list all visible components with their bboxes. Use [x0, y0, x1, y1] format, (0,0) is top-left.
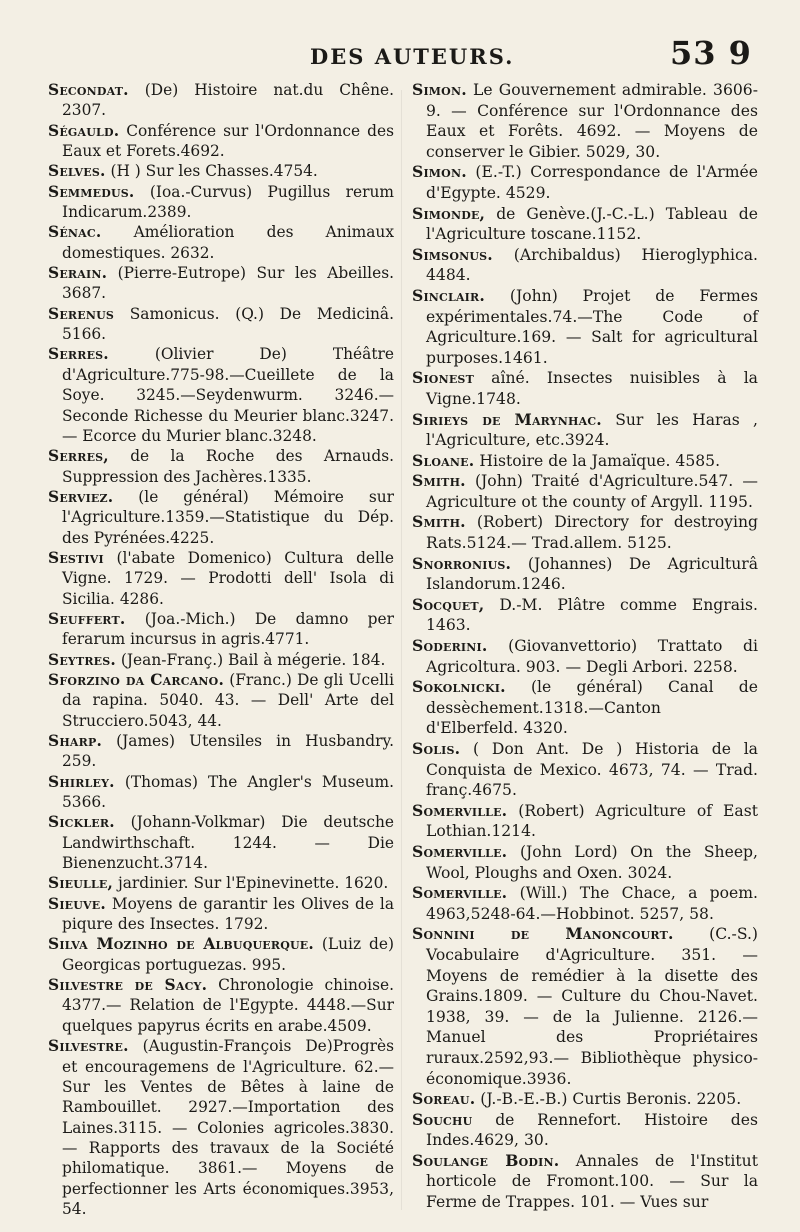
- author-name: Socquet,: [412, 594, 485, 614]
- index-entry: [412, 554, 758, 595]
- index-entry: [48, 548, 394, 609]
- author-name: Sieuve.: [48, 894, 106, 913]
- author-name: Serres,: [48, 447, 109, 466]
- index-entry: [412, 512, 758, 553]
- index-entry: [412, 801, 758, 842]
- entry-text: Samonicus. (Q.) De Medicinâ. 5166.: [62, 304, 394, 344]
- author-name: Sickler.: [48, 813, 115, 832]
- author-name: Selves.: [48, 162, 106, 181]
- author-name: Sokolnicki.: [412, 677, 506, 697]
- index-entry: [412, 739, 758, 801]
- entry-text: de Genève.(J.-C.-L.) Tableau de l'Agriculture toscane.1152.: [426, 204, 758, 244]
- author-name: Simonde,: [412, 203, 486, 223]
- entry-text: (Olivier De) Théâtre d'Agriculture.775-98.—Cueillete de la Soye. 3245.—Seydenwurm. 3246.—Seconde Richesse du Meurier blanc.3247.— Ecorce du Murier blanc.3248.: [62, 345, 394, 445]
- index-entry: [412, 883, 758, 924]
- entry-text: Histoire de la Jamaïque. 4585.: [479, 451, 721, 470]
- author-name: Sloane.: [412, 450, 475, 470]
- author-name: Solis.: [412, 739, 461, 758]
- author-name: Serenus: [48, 304, 115, 323]
- author-name: Sénac.: [48, 223, 102, 242]
- index-entry: [48, 182, 394, 223]
- entry-text: Le Gouvernement admirable. 3606-9. — Conférence sur l'Ordonnance des Eaux et Forêts. 4692. — Moyens de conserver le Gibier. 5029, 30.: [426, 81, 758, 161]
- author-name: Serres.: [48, 345, 109, 364]
- entry-text: (Joa.-Mich.) De damno per ferarum incursus in agris.4771.: [62, 609, 394, 649]
- index-entry: [48, 304, 394, 345]
- index-entry: [412, 1110, 758, 1151]
- left-column: [48, 80, 394, 1219]
- page-title: DES AUTEURS.: [310, 44, 515, 69]
- index-entry: [48, 772, 394, 813]
- index-entry: [412, 636, 758, 677]
- running-header: [0, 30, 800, 78]
- index-entry: [412, 368, 758, 409]
- author-name: Silvestre de Sacy.: [48, 976, 208, 995]
- entry-text: (James) Utensiles in Husbandry. 259.: [62, 732, 394, 771]
- entry-text: (John) Projet de Fermes expérimentales.74.—The Code of Agriculture.169. — Salt for agricultural purposes.1461.: [426, 286, 758, 367]
- author-name: Serain.: [48, 264, 108, 283]
- index-entry: [412, 162, 758, 203]
- entry-text: (le général) Mémoire sur l'Agriculture.1359.—Statistique du Dép. des Pyrénées.4225.: [62, 487, 394, 547]
- author-name: Soderini.: [412, 636, 488, 656]
- index-entry: [48, 609, 394, 650]
- entry-text: (Robert) Directory for destroying Rats.5124.— Trad.allem. 5125.: [426, 513, 758, 553]
- entry-text: (Luiz de) Georgicas portuguezas. 995.: [62, 935, 394, 974]
- index-entry: [412, 204, 758, 245]
- author-name: Somerville.: [412, 841, 508, 861]
- index-entry: [48, 975, 394, 1036]
- entry-text: (Pierre-Eutrope) Sur les Abeilles. 3687.: [62, 264, 394, 303]
- author-name: Shirley.: [48, 772, 115, 791]
- index-entry: [48, 812, 394, 873]
- entry-text: (C.-S.) Vocabulaire d'Agriculture. 351. — Moyens de remédier à la disette des Grains.1809. — Culture du Chou-Navet. 1938, 39. — de la Julienne. 2126.— Manuel des Propriétaires ruraux.2592,93.— Bibliothèque physico-économique.3936.: [426, 925, 758, 1088]
- entry-text: (Robert) Agriculture of East Lothian.1214.: [426, 801, 758, 841]
- index-entry: [412, 451, 758, 472]
- author-name: Ségauld.: [48, 121, 120, 140]
- index-entry: [48, 670, 394, 731]
- index-entry: [48, 934, 394, 975]
- entry-text: (l'abate Domenico) Cultura delle Vigne. 1729. — Prodotti dell' Isola di Sicilia. 4286.: [62, 548, 394, 608]
- index-entry: [48, 873, 394, 893]
- index-entry: [48, 263, 394, 304]
- index-entry: [412, 595, 758, 636]
- author-name: Seytres.: [48, 650, 116, 669]
- entry-text: jardinier. Sur l'Epinevinette. 1620.: [117, 874, 389, 893]
- index-entry: [412, 1151, 758, 1213]
- entry-text: Conférence sur l'Ordonnance des Eaux et Forets.4692.: [62, 121, 394, 161]
- index-entry: [412, 245, 758, 286]
- author-name: Secondat.: [48, 81, 129, 99]
- index-entry: [48, 222, 394, 263]
- author-name: Smith.: [412, 471, 466, 491]
- index-entry: [48, 446, 394, 487]
- entry-text: (le général) Canal de dessèchement.1318.—Canton d'Elberfeld. 4320.: [426, 678, 758, 738]
- entry-text: (Jean-Franç.) Bail à mégerie. 184.: [120, 650, 386, 669]
- index-entry: [412, 677, 758, 739]
- entry-text: (Johann-Volkmar) Die deutsche Landwirthschaft. 1244. — Die Bienenzucht.3714.: [62, 813, 394, 873]
- author-name: Semmedus.: [48, 182, 135, 201]
- entry-text: (Augustin-François De)Progrès et encouragemens de l'Agriculture. 62.—Sur les Ventes de Bêtes à laine de Rambouillet. 2927.—Importation des Laines.3115. — Colonies agricoles.3830.— Rapports des travaux de la Société philomatique. 3861.— Moyens de perfectionner les Arts économiques.3953, 54.: [62, 1037, 394, 1218]
- entry-text: (H ) Sur les Chasses.4754.: [110, 162, 318, 181]
- author-name: Sirieys de Marynhac.: [412, 409, 602, 429]
- entry-text: de la Roche des Arnauds. Suppression des Jachères.1335.: [62, 447, 394, 486]
- author-name: Soreau.: [412, 1089, 476, 1109]
- author-name: Snorronius.: [412, 553, 512, 573]
- entry-text: Amélioration des Animaux domestiques. 2632.: [62, 223, 394, 262]
- author-name: Sieulle,: [48, 874, 114, 893]
- author-name: Sonnini de Manoncourt.: [412, 924, 674, 944]
- index-entry: [412, 410, 758, 451]
- author-name: Somerville.: [412, 800, 508, 820]
- author-name: Sharp.: [48, 732, 103, 750]
- entry-text: (Franc.) De gli Ucelli da rapina. 5040. 43. — Dell' Arte del Strucciero.5043, 44.: [62, 670, 394, 730]
- index-entry: [48, 1036, 394, 1219]
- entry-text: Annales de l'Institut horticole de Fromont.100. — Sur la Ferme de Trappes. 101. — Vues sur: [426, 1151, 758, 1212]
- entry-text: (E.-T.) Correspondance de l'Armée d'Egypte. 4529.: [426, 163, 758, 202]
- entry-text: de Rennefort. Histoire des Indes.4629, 30.: [426, 1110, 758, 1150]
- entry-text: Sur les Haras , l'Agriculture, etc.3924.: [426, 410, 758, 450]
- column-gutter: [401, 90, 402, 1210]
- entry-text: (De) Histoire nat.du Chêne. 2307.: [62, 81, 394, 120]
- author-name: Simon.: [412, 162, 467, 182]
- entry-text: (Giovanvettorio) Trattato di Agricoltura. 903. — Degli Arbori. 2258.: [426, 637, 758, 676]
- author-name: Sionest: [412, 368, 474, 388]
- author-name: Seuffert.: [48, 609, 126, 628]
- index-entry: [48, 121, 394, 162]
- author-name: Sestivi: [48, 548, 104, 567]
- entry-text: Chronologie chinoise. 4377.— Relation de l'Egypte. 4448.—Sur quelques papyrus écrits en arabe.4509.: [62, 976, 394, 1035]
- right-column: [412, 80, 758, 1213]
- index-entry: [412, 842, 758, 883]
- author-name: Silvestre.: [48, 1037, 129, 1056]
- index-entry: [48, 80, 394, 121]
- entry-text: (Thomas) The Angler's Museum. 5366.: [62, 772, 394, 812]
- entry-text: aîné. Insectes nuisibles à la Vigne.1748.: [426, 369, 758, 408]
- author-name: Sforzino da Carcano.: [48, 670, 225, 689]
- index-entry: [412, 1089, 758, 1110]
- index-entry: [412, 286, 758, 368]
- author-name: Souchu: [412, 1109, 473, 1129]
- index-entry: [48, 487, 394, 548]
- index-entry: [412, 924, 758, 1089]
- author-name: Serviez.: [48, 487, 114, 506]
- entry-text: (Johannes) De Agriculturâ Islandorum.1246.: [426, 554, 758, 594]
- author-name: Somerville.: [412, 883, 508, 903]
- entry-text: (Ioa.-Curvus) Pugillus rerum Indicarum.2389.: [62, 182, 394, 222]
- index-entry: [48, 650, 394, 670]
- entry-text: (Archibaldus) Hieroglyphica. 4484.: [426, 245, 758, 285]
- index-entry: [48, 731, 394, 772]
- author-name: Smith.: [412, 512, 466, 532]
- author-name: Sinclair.: [412, 285, 486, 305]
- entry-text: (John Lord) On the Sheep, Wool, Ploughs and Oxen. 3024.: [426, 842, 758, 882]
- entry-text: ( Don Ant. De ) Historia de la Conquista de Mexico. 4673, 74. — Trad. franç.4675.: [426, 740, 758, 800]
- author-name: Simon.: [412, 80, 467, 99]
- entry-text: D.-M. Plâtre comme Engrais. 1463.: [426, 595, 758, 635]
- entry-text: (J.-B.-E.-B.) Curtis Beronis. 2205.: [480, 1090, 742, 1109]
- entry-text: (Will.) The Chace, a poem. 4963,5248-64.—Hobbinot. 5257, 58.: [426, 884, 758, 923]
- index-entry: [48, 894, 394, 935]
- author-name: Soulange Bodin.: [412, 1150, 560, 1170]
- author-name: Silva Mozinho de Albuquerque.: [48, 935, 314, 954]
- index-entry: [412, 80, 758, 162]
- index-entry: [48, 344, 394, 446]
- author-name: Simsonus.: [412, 244, 493, 264]
- index-entry: [48, 161, 394, 181]
- entry-text: (John) Traité d'Agriculture.547. —Agriculture ot the county of Argyll. 1195.: [426, 472, 758, 511]
- index-entry: [412, 471, 758, 512]
- page-number: 53 9: [670, 34, 752, 72]
- entry-text: Moyens de garantir les Olives de la piqure des Insectes. 1792.: [62, 894, 394, 934]
